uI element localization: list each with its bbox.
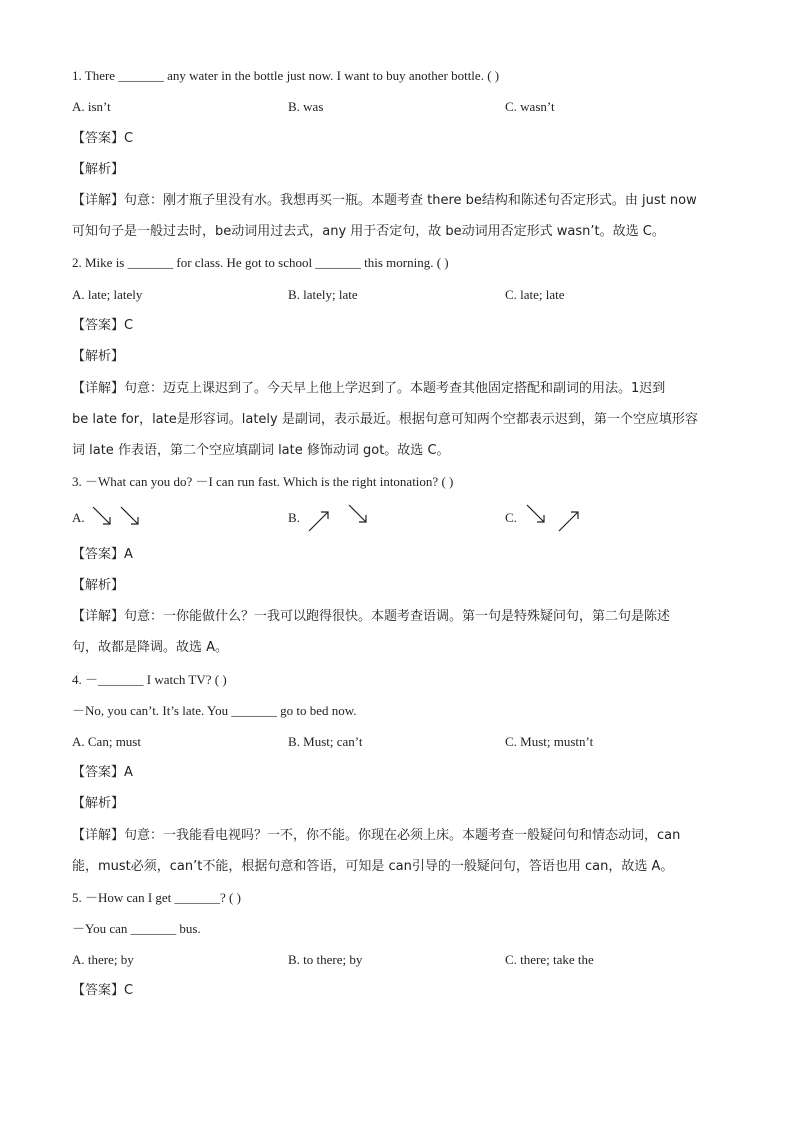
question-3-option-b: B. xyxy=(288,510,300,525)
question-5-option-b: B. to there; by xyxy=(288,952,363,967)
falling-arrow-icon xyxy=(118,504,142,528)
question-1-option-b: B. was xyxy=(288,99,324,114)
question-4-option-a: A. Can; must xyxy=(72,734,141,749)
question-2-detail-line-2: be late for，late是形容词。lately 是副词，表示最近。根据句意可知两个空都表示迟到，第一个空应填形容 xyxy=(72,412,698,427)
question-1-option-c: C. wasn’t xyxy=(505,99,555,114)
question-1-analysis-label: 【解析】 xyxy=(72,162,125,177)
question-5-stem: 5. －How can I get _______? ( ) xyxy=(72,890,241,905)
question-4-answer: 【答案】A xyxy=(72,765,133,780)
question-3-option-c: C. xyxy=(505,510,517,525)
rising-arrow-icon xyxy=(306,508,332,534)
rising-arrow-icon xyxy=(556,508,582,534)
question-2-detail-line-1: 【详解】句意：迈克上课迟到了。今天早上他上学迟到了。本题考查其他固定搭配和副词的用法。1迟到 xyxy=(72,381,666,396)
question-3-detail-line-1: 【详解】句意：一你能做什么？一我可以跑得很快。本题考查语调。第一句是特殊疑问句，第二句是陈述 xyxy=(72,609,671,624)
question-4-stem-reply: －No, you can’t. It’s late. You _______ go to bed now. xyxy=(72,703,357,718)
question-4-detail-line-2: 能，must必须，can’t不能，根据句意和答语，可知是 can引导的一般疑问句，答语也用 can，故选 A。 xyxy=(72,859,674,874)
question-5-option-c: C. there; take the xyxy=(505,952,594,967)
question-2-stem: 2. Mike is _______ for class. He got to school _______ this morning. ( ) xyxy=(72,255,449,270)
question-1-detail-line-1: 【详解】句意：刚才瓶子里没有水。我想再买一瓶。本题考查 there be结构和陈述句否定形式。由 just now xyxy=(72,193,697,208)
question-5-option-a: A. there; by xyxy=(72,952,134,967)
question-1-stem: 1. There _______ any water in the bottle just now. I want to buy another bottle. ( ) xyxy=(72,68,500,83)
falling-arrow-icon xyxy=(346,502,370,526)
question-4-stem: 4. －_______ I watch TV? ( ) xyxy=(72,672,227,687)
question-2-analysis-label: 【解析】 xyxy=(72,349,125,364)
question-1-answer: 【答案】C xyxy=(72,131,134,146)
question-2-detail-line-3: 词 late 作表语，第二个空应填副词 late 修饰动词 got。故选 C。 xyxy=(72,443,450,458)
question-3-option-a: A. xyxy=(72,510,85,525)
question-4-analysis-label: 【解析】 xyxy=(72,796,125,811)
question-3-stem: 3. －What can you do? －I can run fast. Which is the right intonation? ( ) xyxy=(72,474,454,489)
question-2-answer: 【答案】C xyxy=(72,318,134,333)
question-3-answer: 【答案】A xyxy=(72,547,133,562)
question-4-option-c: C. Must; mustn’t xyxy=(505,734,594,749)
falling-arrow-icon xyxy=(90,504,114,528)
question-2-option-c: C. late; late xyxy=(505,287,565,302)
question-3-analysis-label: 【解析】 xyxy=(72,578,125,593)
question-5-stem-reply: －You can _______ bus. xyxy=(72,921,201,936)
question-2-option-a: A. late; lately xyxy=(72,287,143,302)
falling-arrow-icon xyxy=(524,502,548,526)
question-1-detail-line-2: 可知句子是一般过去时，be动词用过去式，any 用于否定句，故 be动词用否定形式 wasn’t。故选 C。 xyxy=(72,224,665,239)
question-4-option-b: B. Must; can’t xyxy=(288,734,363,749)
question-2-option-b: B. lately; late xyxy=(288,287,358,302)
question-1-option-a: A. isn’t xyxy=(72,99,111,114)
question-5-answer: 【答案】C xyxy=(72,983,134,998)
question-3-detail-line-2: 句，故都是降调。故选 A。 xyxy=(72,640,229,655)
question-4-detail-line-1: 【详解】句意：一我能看电视吗？一不，你不能。你现在必须上床。本题考查一般疑问句和情态动词，can xyxy=(72,828,681,843)
